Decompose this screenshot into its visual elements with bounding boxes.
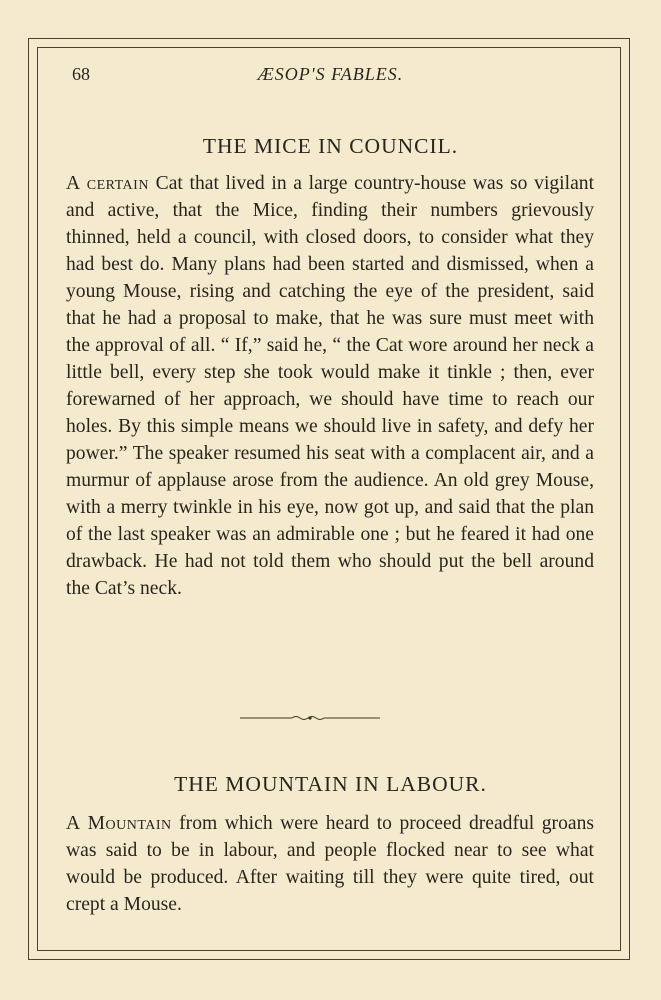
running-head: ÆSOP'S FABLES. [257,64,404,84]
fable-text-mice-in-council [66,170,594,602]
fable-body-text: Cat that lived in a large country-house was so vigilant and active, that the Mice, finding their numbers grievously thinned, held a council, with closed doors, to consider what they had best do. Many plans had been started and dismissed, when a young Mouse, rising and catching the eye of the president, said that he had a proposal to make, that he was sure must meet with the approval of all. “ If,” said he, “ the Cat wore around her neck a little bell, every step she took would make it tinkle ; then, ever forewarned of her approach, we should have time to reach our holes. By this simple means we should live in safety, and defy her power.” The speaker resumed his seat with a complacent air, and a murmur of applause arose from the audience. An old grey Mouse, with a merry twinkle in his eye, now got up, and said that the plan of the last speaker was an admirable one ; but he feared it had one drawback. He had not told them who should put the bell around the Cat’s neck. [66,173,595,599]
page-number: 68 [72,64,90,84]
fable-lead-words: A Mountain [66,813,172,834]
section-divider-ornament [240,710,380,726]
fable-title-mountain-in-labour: THE MOUNTAIN IN LABOUR. [174,772,487,796]
fable-title-mice-in-council: THE MICE IN COUNCIL. [202,134,459,158]
fable-body-text: from which were heard to proceed dreadful groans was said to be in labour, and people flocked near to see what would be produced. After waiting till they were quite tired, out crept a Mouse. [66,813,594,915]
fable-lead-words: A certain [66,173,149,194]
fable-text-mountain-in-labour [66,810,594,918]
